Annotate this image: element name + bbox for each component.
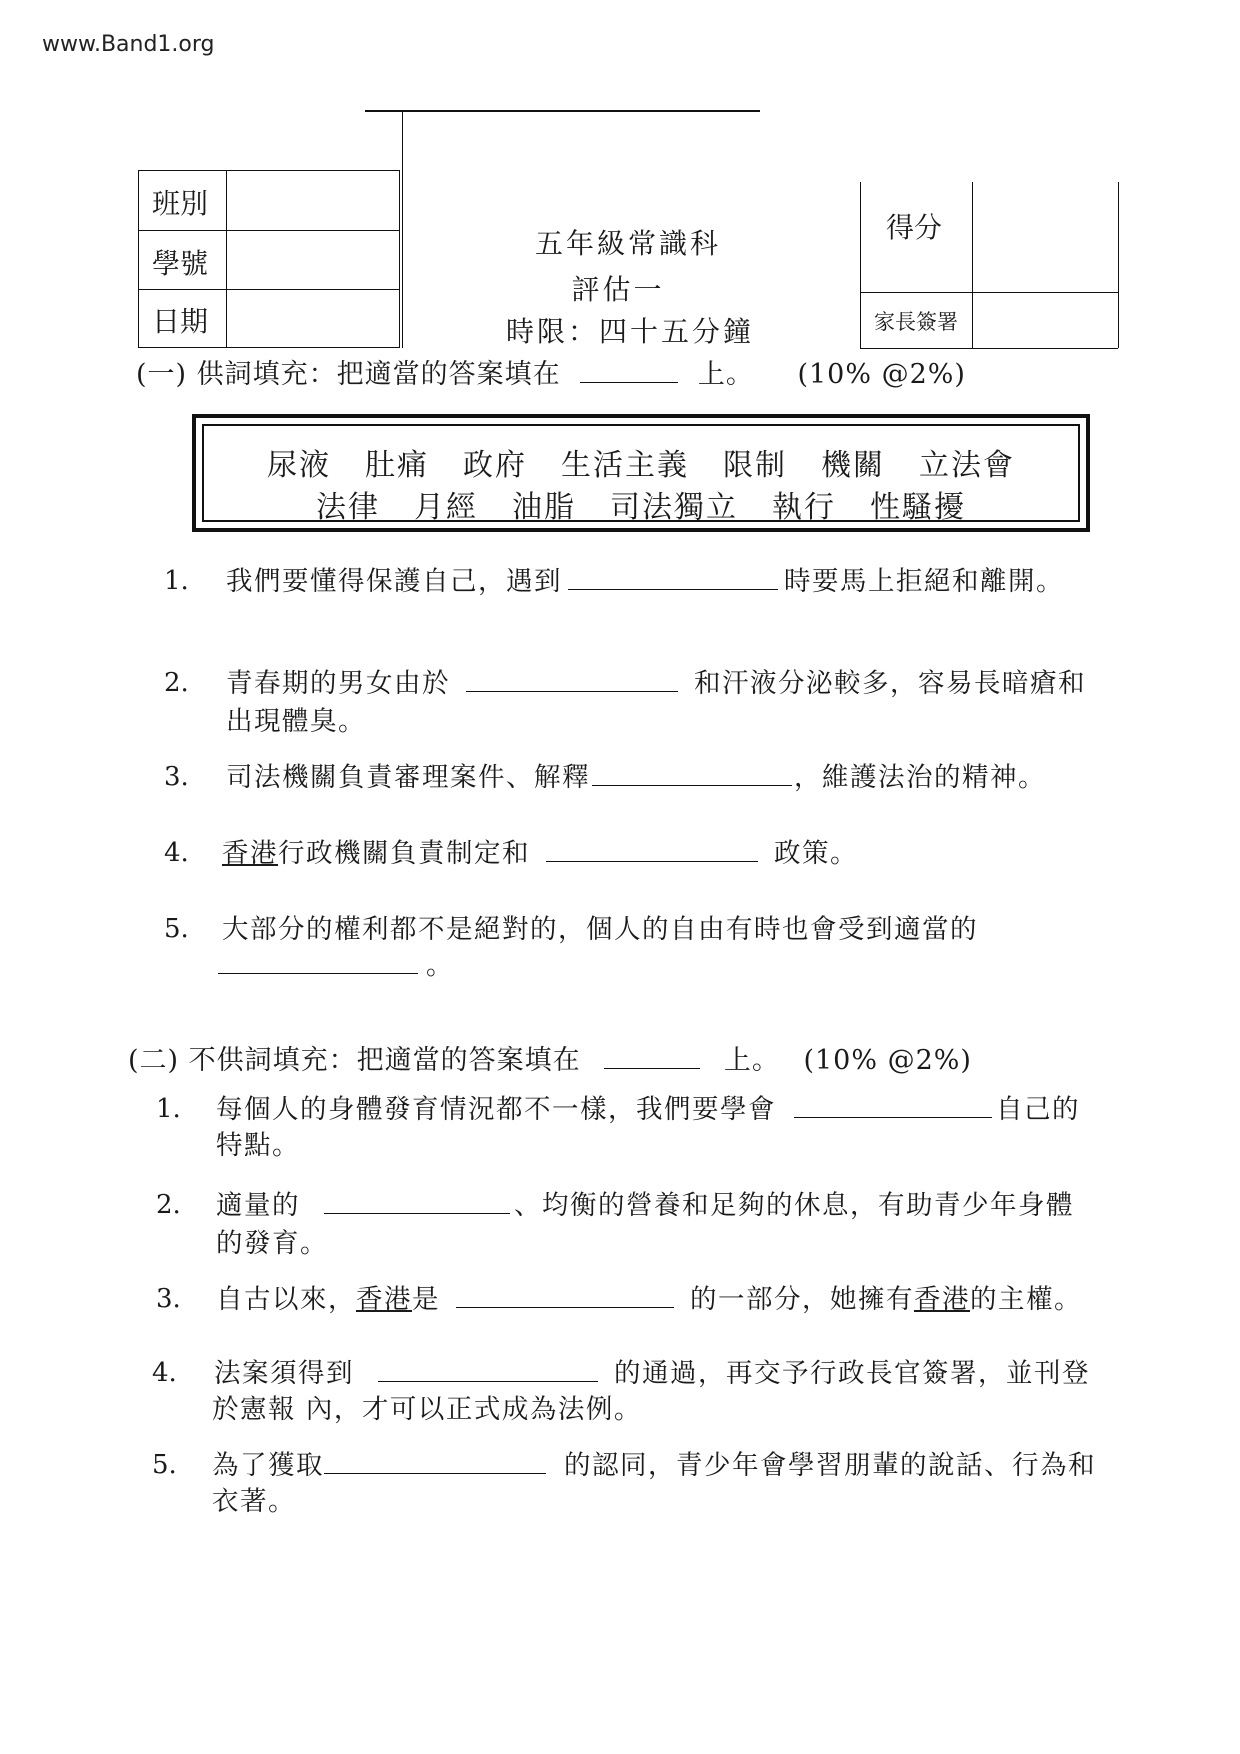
answer-blank[interactable] bbox=[546, 837, 758, 862]
score-field[interactable] bbox=[978, 186, 1112, 286]
question-number: 1. bbox=[164, 566, 189, 596]
heading-blank-sample bbox=[604, 1044, 700, 1069]
s2-question-5 bbox=[212, 1448, 1096, 1484]
word-bank-item: 法律 bbox=[316, 490, 380, 525]
word-bank-item: 肚痛 bbox=[365, 448, 429, 483]
section1-heading-text: (一) 供詞填充：把適當的答案填在 bbox=[136, 359, 561, 390]
s2-question-2-cont: 的發育。 bbox=[216, 1228, 328, 1259]
class-label: 班別 bbox=[152, 187, 209, 220]
question-text: 。 bbox=[426, 950, 454, 981]
question-number: 2. bbox=[164, 668, 189, 698]
title-assessment: 評估一 bbox=[571, 273, 665, 306]
s2-question-1-cont: 特點。 bbox=[216, 1130, 300, 1161]
word-bank-item: 油脂 bbox=[512, 490, 576, 525]
question-text: 、均衡的營養和足夠的休息，有助青少年身體 bbox=[514, 1190, 1074, 1221]
question-text: 為了獲取 bbox=[212, 1450, 324, 1481]
word-bank-item: 限制 bbox=[723, 448, 787, 483]
question-text: 青春期的男女由於 bbox=[226, 668, 450, 699]
s2-question-1 bbox=[216, 1092, 1080, 1128]
question-text: 的一部分，她擁有 bbox=[690, 1284, 914, 1315]
header-table bbox=[138, 170, 1128, 348]
question-text: 自己的 bbox=[996, 1094, 1080, 1125]
date-label: 日期 bbox=[152, 305, 209, 338]
student-number-field[interactable] bbox=[230, 234, 396, 286]
s2-question-5-cont: 衣著。 bbox=[212, 1486, 296, 1517]
section2-heading-text: (二) 不供詞填充：把適當的答案填在 bbox=[128, 1045, 581, 1076]
heading-blank-sample bbox=[580, 358, 678, 383]
parent-signature-field[interactable] bbox=[978, 296, 1112, 344]
word-bank-item: 司法獨立 bbox=[610, 490, 738, 525]
question-text-underlined: 香港 bbox=[914, 1284, 970, 1315]
s1-question-5-cont bbox=[218, 948, 454, 984]
answer-blank[interactable] bbox=[592, 761, 792, 786]
question-text: 的主權。 bbox=[970, 1284, 1082, 1315]
word-bank-item: 生活主義 bbox=[561, 448, 689, 483]
answer-blank[interactable] bbox=[324, 1189, 510, 1214]
question-number: 1. bbox=[156, 1094, 181, 1124]
title-left-border bbox=[402, 112, 403, 348]
question-text: 我們要懂得保護自己，遇到 bbox=[226, 566, 562, 597]
question-text: 每個人的身體發育情況都不一樣，我們要學會 bbox=[216, 1094, 776, 1125]
info-row-line bbox=[138, 289, 400, 290]
question-text-underlined: 香港 bbox=[356, 1284, 412, 1315]
question-number: 3. bbox=[156, 1284, 181, 1314]
answer-blank[interactable] bbox=[794, 1093, 992, 1118]
class-field[interactable] bbox=[230, 174, 396, 226]
word-bank-item: 性騷擾 bbox=[870, 490, 966, 525]
word-bank-row-2 bbox=[204, 482, 1078, 526]
s1-question-2 bbox=[226, 666, 1086, 702]
question-text: ，維護法治的精神。 bbox=[794, 762, 1046, 793]
s2-question-2 bbox=[216, 1188, 1074, 1224]
question-text: 適量的 bbox=[216, 1190, 300, 1221]
title-time-limit: 時限：四十五分鐘 bbox=[505, 315, 754, 348]
question-text: 的認同，青少年會學習朋輩的說話、行為和 bbox=[564, 1450, 1096, 1481]
question-text: 是 bbox=[412, 1284, 440, 1315]
student-number-label: 學號 bbox=[152, 247, 209, 280]
word-bank-inner bbox=[202, 424, 1080, 525]
info-row-line bbox=[138, 230, 400, 231]
answer-blank[interactable] bbox=[324, 1449, 546, 1474]
word-bank-item: 執行 bbox=[772, 490, 836, 525]
word-bank-item: 立法會 bbox=[919, 448, 1015, 483]
question-text: 司法機關負責審理案件、解釋 bbox=[226, 762, 590, 793]
s1-question-1 bbox=[226, 564, 1064, 600]
question-number: 3. bbox=[164, 762, 189, 792]
question-text: 的通過，再交予行政長官簽署，並刊登 bbox=[614, 1358, 1090, 1389]
answer-blank[interactable] bbox=[456, 1283, 674, 1308]
answer-blank[interactable] bbox=[466, 667, 678, 692]
s1-question-4 bbox=[222, 836, 858, 872]
top-rule bbox=[365, 110, 760, 112]
word-bank-item: 機關 bbox=[821, 448, 885, 483]
s2-question-4-cont: 於憲報 內，才可以正式成為法例。 bbox=[212, 1394, 642, 1425]
section2-heading bbox=[128, 1038, 972, 1077]
question-number: 2. bbox=[156, 1190, 181, 1220]
score-label: 得分 bbox=[886, 211, 943, 244]
score-left-border bbox=[860, 182, 861, 348]
word-bank bbox=[192, 414, 1090, 532]
score-bottom-line bbox=[860, 348, 1118, 349]
question-text: 時要馬上拒絕和離開。 bbox=[784, 566, 1064, 597]
watermark-url[interactable]: www.Band1.org bbox=[42, 32, 215, 57]
section2-heading-post: 上。 bbox=[723, 1045, 780, 1076]
s2-question-3 bbox=[216, 1282, 1082, 1318]
s1-question-3 bbox=[226, 760, 1046, 796]
word-bank-item: 尿液 bbox=[267, 448, 331, 483]
answer-blank[interactable] bbox=[218, 949, 418, 974]
section2-marks: (10% @2%) bbox=[803, 1045, 972, 1076]
question-text: 政策。 bbox=[774, 838, 858, 869]
s1-question-5: 大部分的權利都不是絕對的，個人的自由有時也會受到適當的 bbox=[222, 914, 978, 945]
score-row-line bbox=[860, 292, 1118, 293]
answer-blank[interactable] bbox=[568, 565, 778, 590]
question-text: 行政機關負責制定和 bbox=[278, 838, 530, 869]
title-subject: 五年級常識科 bbox=[534, 227, 721, 260]
section1-heading-post: 上。 bbox=[697, 359, 754, 390]
question-text: 和汗液分泌較多，容易長暗瘡和 bbox=[694, 668, 1086, 699]
question-text: 法案須得到 bbox=[214, 1358, 354, 1389]
score-right-border bbox=[1118, 182, 1119, 348]
question-number: 5. bbox=[152, 1450, 177, 1480]
parent-signature-label: 家長簽署 bbox=[874, 310, 958, 334]
question-number: 5. bbox=[164, 914, 189, 944]
word-bank-item: 月經 bbox=[414, 490, 478, 525]
word-bank-item: 政府 bbox=[463, 448, 527, 483]
date-field[interactable] bbox=[230, 293, 396, 345]
question-number: 4. bbox=[152, 1358, 177, 1388]
question-text-underlined: 香港 bbox=[222, 838, 278, 869]
question-text: 自古以來， bbox=[216, 1284, 356, 1315]
s1-question-2-cont: 出現體臭。 bbox=[226, 706, 366, 737]
section1-marks: (10% @2%) bbox=[797, 359, 966, 390]
answer-blank[interactable] bbox=[378, 1357, 598, 1382]
s2-question-4 bbox=[214, 1356, 1090, 1392]
word-bank-row-1 bbox=[204, 440, 1078, 484]
question-number: 4. bbox=[164, 838, 189, 868]
score-divider bbox=[972, 182, 973, 348]
section1-heading bbox=[136, 352, 966, 391]
